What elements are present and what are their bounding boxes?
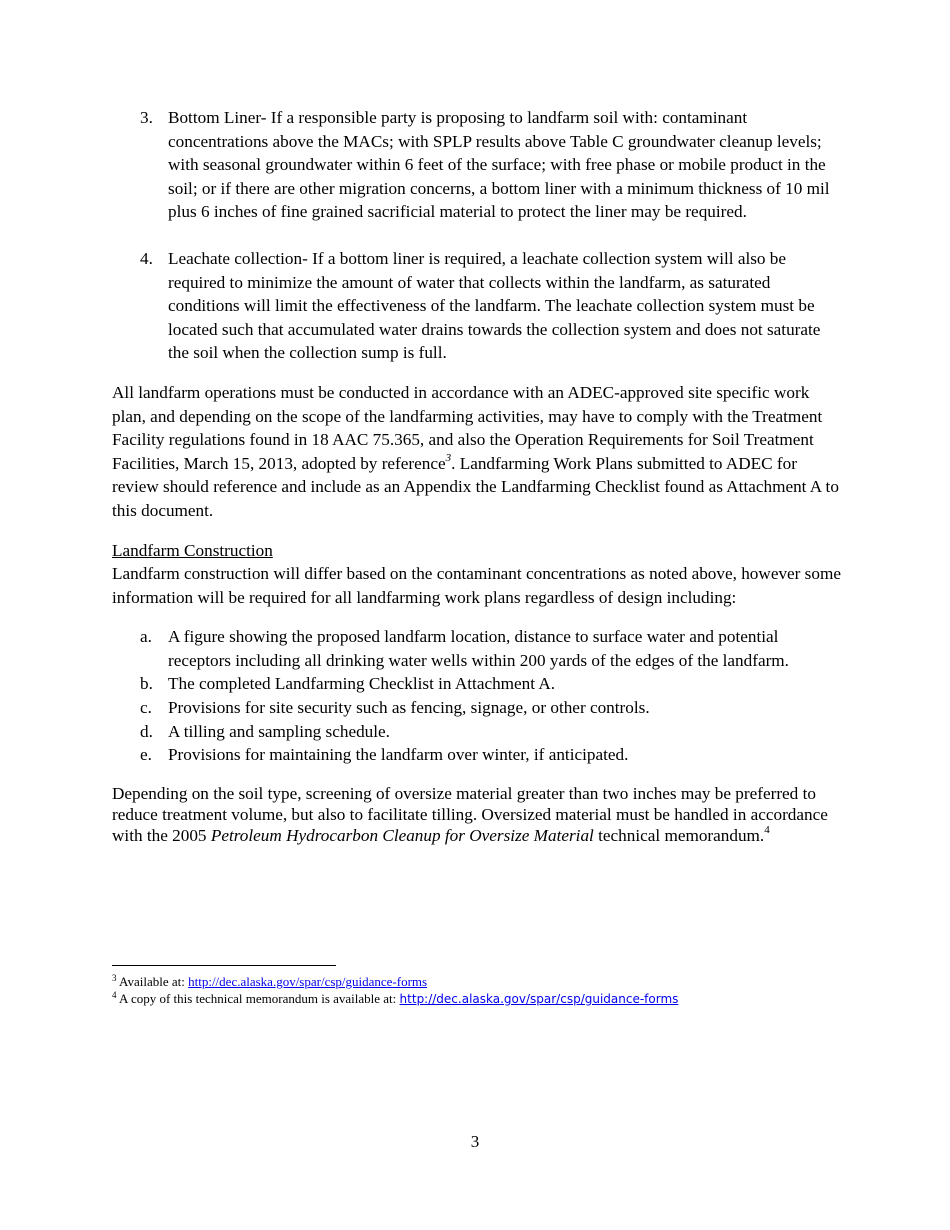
list-item [112, 672, 842, 696]
list-letter: e. [140, 745, 152, 765]
paragraph-text: Depending on the soil type, screening of oversize material greater than two inches may be preferred to reduce treatment volume, but also to facilitate tilling. Oversized material must be handled in accordance with the 2005 [112, 783, 828, 845]
footnote-mark: 4 [112, 989, 117, 1000]
paragraph-text: All landfarm operations must be conducted in accordance with an ADEC-approved site specific work plan, and depending on the scope of the landfarming activities, may have to comply with the Treatment Facility regulations found in 18 AAC 75.365, and also the Operation Requirements for Soil Treatment Facilities, March 15, 2013, adopted by reference [112, 382, 823, 473]
page-number: 3 [470, 1132, 480, 1151]
section-heading: Landfarm Construction [112, 540, 273, 560]
footnote-link[interactable]: http://dec.alaska.gov/spar/csp/guidance-forms [188, 974, 428, 989]
section-intro: Landfarm construction will differ based on the contaminant concentrations as noted above, however some information will be required for all landfarming work plans regardless of design including: [112, 564, 841, 607]
list-item-text: Provisions for site security such as fencing, signage, or other controls. [168, 698, 650, 718]
memo-title: Petroleum Hydrocarbon Cleanup for Oversize Material [210, 825, 594, 845]
list-item [112, 625, 842, 672]
numbered-item-3 [112, 106, 842, 224]
list-item-text: A figure showing the proposed landfarm location, distance to surface water and potential receptors including all drinking water wells within 200 yards of the edges of the landfarm. [168, 627, 789, 670]
paragraph-operations [112, 381, 842, 523]
footnote-text: Available at: [116, 974, 189, 989]
lettered-list [112, 625, 842, 767]
list-letter: b. [140, 674, 153, 694]
footnote-3 [112, 973, 912, 990]
list-item-text: Provisions for maintaining the landfarm over winter, if anticipated. [168, 745, 629, 765]
footnotes [112, 973, 912, 1008]
paragraph-text: technical memorandum. [593, 825, 765, 845]
list-letter: a. [140, 627, 152, 647]
footnote-mark: 3 [112, 972, 117, 983]
footnote-separator [112, 965, 336, 966]
list-item-text: A tilling and sampling schedule. [168, 721, 390, 741]
list-item-text: Leachate collection- If a bottom liner is required, a leachate collection system will also be required to minimize the amount of water that collects within the landfarm, as saturated conditions will limit the effectiveness of the landfarm. The leachate collection system must be located such that accumulated water drains towards the collection system and does not saturate the soil when the collection sump is full. [168, 248, 821, 363]
list-letter: d. [140, 721, 153, 741]
footnote-ref-3: 3 [445, 451, 452, 464]
list-item [112, 743, 842, 767]
footnote-4 [112, 990, 912, 1008]
footnote-ref-4: 4 [764, 824, 770, 837]
list-item-text: Bottom Liner- If a responsible party is proposing to landfarm soil with: contaminant concentrations above the MACs; with SPLP results above Table C groundwater cleanup levels; with seasonal groundwater within 6 feet of the surface; with free phase or mobile product in the soil; or if there are other migration concerns, a bottom liner with a minimum thickness of 10 mil plus 6 inches of fine grained sacrificial material to protect the liner may be required. [168, 108, 830, 222]
list-number: 3. [140, 108, 153, 127]
list-number: 4. [140, 248, 153, 268]
numbered-item-4 [112, 247, 842, 365]
page-content [112, 106, 842, 846]
list-item [112, 696, 842, 720]
footnote-link[interactable]: http://dec.alaska.gov/spar/csp/guidance-forms [399, 992, 679, 1006]
paragraph-oversize [112, 783, 842, 846]
footnote-text: A copy of this technical memorandum is available at: [116, 991, 400, 1006]
list-item [112, 720, 842, 744]
list-letter: c. [140, 698, 152, 718]
list-item-text: The completed Landfarming Checklist in Attachment A. [168, 674, 556, 694]
paragraph-text: . Landfarming Work Plans submitted to ADEC for review should reference and include as an Appendix the Landfarming Checklist found as Attachment A to this document. [112, 453, 839, 520]
